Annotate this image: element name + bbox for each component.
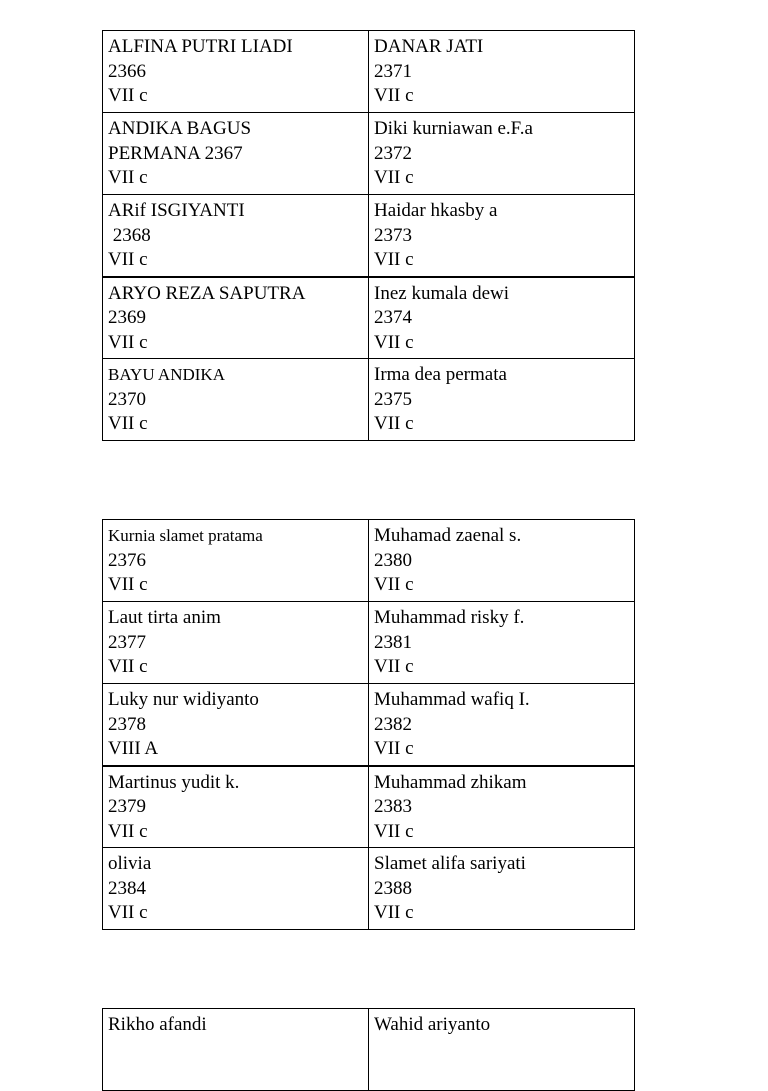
student-class: VIII A [108, 738, 159, 759]
student-number: 2376 [108, 549, 146, 571]
name-label-cell [103, 277, 369, 359]
name-label-cell [103, 520, 369, 602]
name-label-table-1 [102, 30, 635, 441]
student-number: 2382 [374, 713, 412, 735]
student-class: VII c [374, 167, 414, 188]
student-name: ALFINA PUTRI LIADI [108, 36, 293, 57]
table-row [103, 195, 635, 277]
table-row [103, 684, 635, 766]
name-label-table-2 [102, 519, 635, 930]
name-label-cell [369, 602, 635, 684]
student-class: VII c [108, 249, 148, 270]
name-label-cell [369, 1009, 635, 1091]
student-number: 2366 [108, 60, 146, 82]
student-class: VII c [108, 331, 148, 353]
student-class: VII c [108, 413, 148, 434]
table-row [103, 359, 635, 441]
student-class: VII c [374, 249, 414, 270]
name-label-cell [369, 195, 635, 277]
student-class: VII c [374, 413, 414, 434]
student-name: Haidar hkasby a [374, 200, 498, 221]
student-class: VII c [374, 331, 414, 353]
student-number: 2377 [108, 631, 146, 653]
table-row [103, 277, 635, 359]
student-number: 2379 [108, 796, 146, 817]
name-label-cell [369, 113, 635, 195]
student-number: 2368 [108, 224, 151, 246]
student-name: olivia [108, 853, 152, 874]
student-number: 2383 [374, 796, 412, 817]
student-class: VII c [374, 820, 414, 842]
student-class: VII c [108, 820, 148, 842]
student-name: ARYO REZA SAPUTRA [108, 282, 306, 304]
student-name: Irma dea permata [374, 364, 507, 385]
student-name: Inez kumala dewi [374, 282, 510, 304]
name-label-cell [103, 1009, 369, 1091]
student-class: VII c [108, 85, 148, 106]
student-name: Laut tirta anim [108, 607, 221, 628]
student-class: VII c [108, 902, 148, 923]
student-class: VII c [108, 167, 148, 188]
name-label-cell [369, 766, 635, 848]
student-number: 2380 [374, 549, 412, 571]
name-label-cell [369, 848, 635, 930]
student-name: Martinus yudit k. [108, 771, 240, 793]
student-name: ANDIKA BAGUS [108, 118, 252, 139]
name-label-cell [103, 684, 369, 766]
name-label-cell [369, 520, 635, 602]
student-name: Muhammad wafiq I. [374, 689, 530, 710]
student-class: VII c [108, 656, 148, 677]
name-label-cell [103, 31, 369, 113]
table-row [103, 848, 635, 930]
student-number: 2370 [108, 388, 146, 410]
student-name: Muhammad zhikam [374, 771, 527, 793]
name-label-cell [103, 848, 369, 930]
table-row [103, 766, 635, 848]
student-class: VII c [374, 902, 414, 923]
name-label-cell [369, 277, 635, 359]
student-number: 2384 [108, 877, 146, 899]
student-name: Diki kurniawan e.F.a [374, 118, 533, 139]
student-number: 2373 [374, 224, 412, 246]
student-number: 2375 [374, 388, 412, 410]
student-name: Slamet alifa sariyati [374, 853, 526, 874]
student-name: Luky nur widiyanto [108, 689, 259, 710]
student-class: VII c [374, 738, 414, 759]
table-row [103, 113, 635, 195]
student-number: 2372 [374, 142, 412, 164]
student-name: Wahid ariyanto [374, 1014, 491, 1035]
student-class: VII c [108, 574, 148, 595]
name-label-cell [103, 766, 369, 848]
student-name: BAYU ANDIKA [108, 365, 225, 384]
student-number: 2369 [108, 307, 146, 328]
student-class: VII c [374, 85, 414, 106]
name-label-cell [103, 359, 369, 441]
student-name: Rikho afandi [108, 1014, 207, 1035]
name-label-table-3 [102, 1008, 635, 1091]
student-name: ARif ISGIYANTI [108, 200, 245, 221]
student-number: 2388 [374, 877, 412, 899]
table-row [103, 602, 635, 684]
name-label-cell [103, 602, 369, 684]
student-number: 2371 [374, 60, 412, 82]
student-number: 2381 [374, 631, 412, 653]
name-label-cell [103, 113, 369, 195]
table-row [103, 520, 635, 602]
student-name: Muhamad zaenal s. [374, 525, 522, 546]
student-class: VII c [374, 574, 414, 595]
student-name-and-number: PERMANA 2367 [108, 142, 243, 164]
student-name: Muhammad risky f. [374, 607, 525, 628]
table-row [103, 31, 635, 113]
student-class: VII c [374, 656, 414, 677]
name-label-cell [369, 31, 635, 113]
name-label-cell [369, 684, 635, 766]
student-number: 2378 [108, 713, 146, 735]
student-name: DANAR JATI [374, 36, 484, 57]
name-label-cell [369, 359, 635, 441]
table-row [103, 1009, 635, 1091]
student-name: Kurnia slamet pratama [108, 526, 263, 545]
name-label-cell [103, 195, 369, 277]
student-number: 2374 [374, 307, 412, 328]
